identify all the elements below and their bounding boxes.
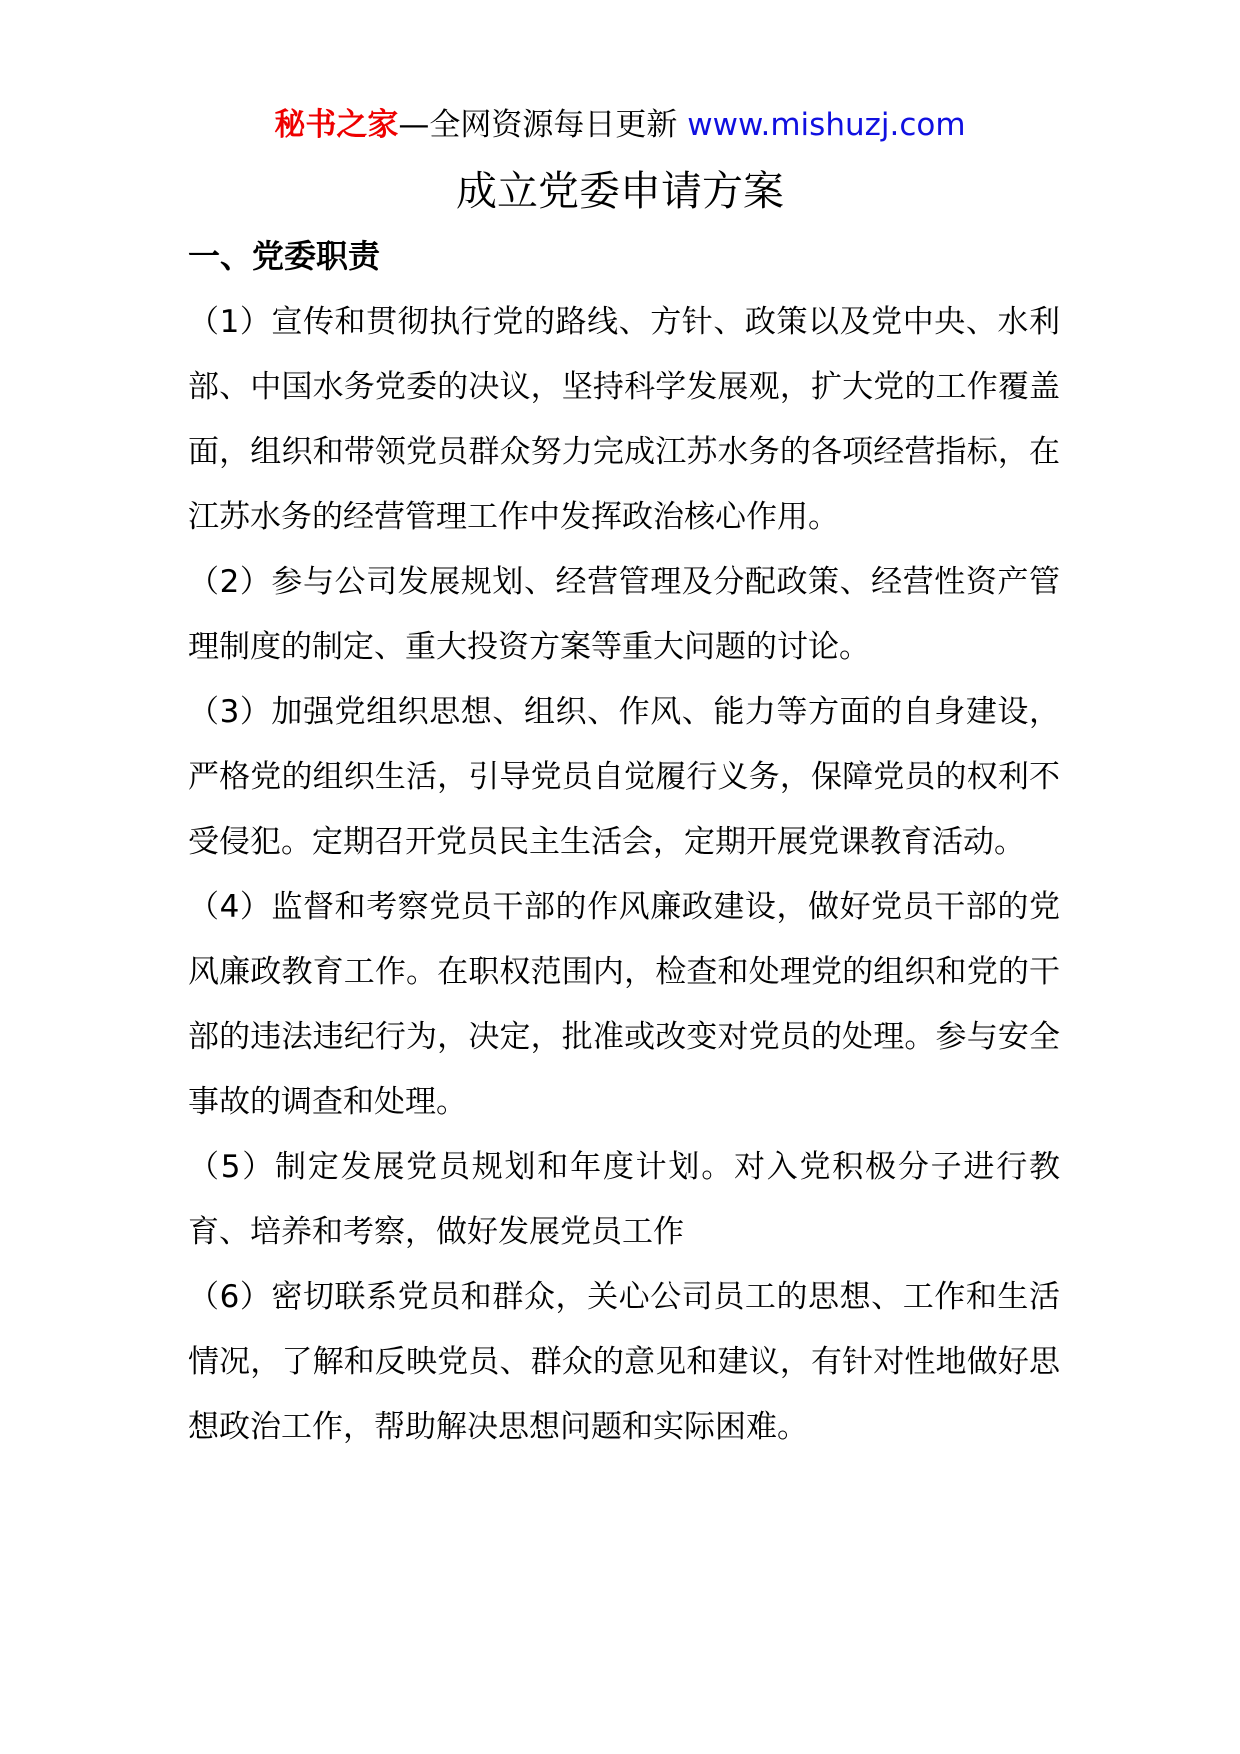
- site-header: [0, 98, 1240, 152]
- document-title: 成立党委申请方案: [456, 167, 784, 215]
- paragraph-6: （6）密切联系党员和群众，关心公司员工的思想、工作和生活情况，了解和反映党员、群众的意见和建议，有针对性地做好思想政治工作，帮助解决思想问题和实际困难。: [188, 1279, 1060, 1445]
- paragraph-4: （4）监督和考察党员干部的作风廉政建设，做好党员干部的党风廉政教育工作。在职权范围内，检查和处理党的组织和党的干部的违法违纪行为，决定，批准或改变对党员的处理。参与安全事故的调查和处理。: [188, 889, 1060, 1120]
- site-tagline: —全网资源每日更新: [398, 107, 688, 143]
- site-url-link[interactable]: www.mishuzj.com: [687, 107, 966, 143]
- site-brand: 秘书之家: [274, 107, 399, 143]
- paragraph-3: （3）加强党组织思想、组织、作风、能力等方面的自身建设，严格党的组织生活，引导党员自觉履行义务，保障党员的权利不受侵犯。定期召开党员民主生活会，定期开展党课教育活动。: [188, 694, 1060, 860]
- paragraph-5: （5）制定发展党员规划和年度计划。对入党积极分子进行教育、培养和考察，做好发展党员工作: [188, 1149, 1060, 1250]
- document-body: [188, 226, 1060, 1460]
- section-heading: 一、党委职责: [188, 237, 381, 275]
- paragraph-1: （1）宣传和贯彻执行党的路线、方针、政策以及党中央、水利部、中国水务党委的决议，坚持科学发展观，扩大党的工作覆盖面，组织和带领党员群众努力完成江苏水务的各项经营指标，在江苏水务的经营管理工作中发挥政治核心作用。: [188, 304, 1060, 535]
- paragraph-2: （2）参与公司发展规划、经营管理及分配政策、经营性资产管理制度的制定、重大投资方案等重大问题的讨论。: [188, 564, 1060, 665]
